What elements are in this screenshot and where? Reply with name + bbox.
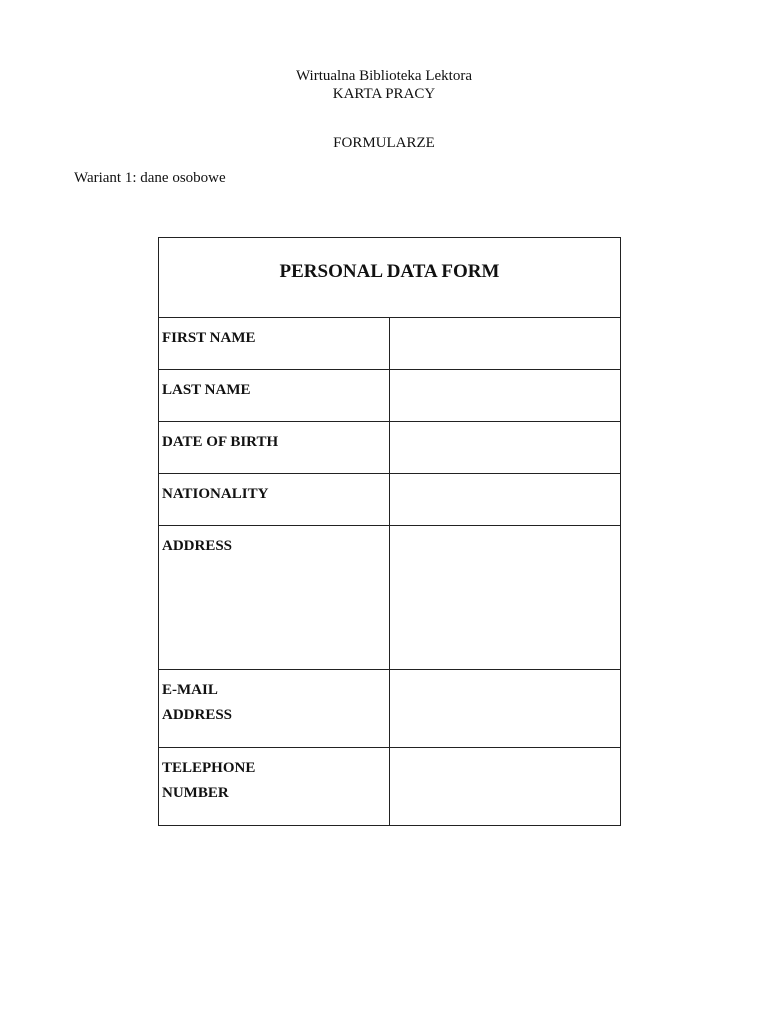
worksheet-title: KARTA PRACY <box>332 86 436 102</box>
telephone-label-line1: TELEPHONE <box>162 760 256 776</box>
telephone-field[interactable] <box>390 748 621 826</box>
address-field[interactable] <box>390 526 621 670</box>
first-name-label <box>159 318 390 370</box>
telephone-label-line2: NUMBER <box>162 785 229 801</box>
last-name-field[interactable] <box>390 370 621 422</box>
date-of-birth-field[interactable] <box>390 422 621 474</box>
form-row-address <box>159 526 621 670</box>
address-label <box>159 526 390 670</box>
address-label-text: ADDRESS <box>162 538 233 554</box>
form-row-email <box>159 670 621 748</box>
date-of-birth-label-text: DATE OF BIRTH <box>162 434 279 450</box>
form-row-last-name <box>159 370 621 422</box>
nationality-label <box>159 474 390 526</box>
nationality-field[interactable] <box>390 474 621 526</box>
last-name-label-text: LAST NAME <box>162 382 251 398</box>
variant-label: Wariant 1: dane osobowe <box>74 170 226 186</box>
section-title: FORMULARZE <box>333 135 435 151</box>
first-name-field[interactable] <box>390 318 621 370</box>
form-row-telephone <box>159 748 621 826</box>
email-field[interactable] <box>390 670 621 748</box>
last-name-label <box>159 370 390 422</box>
first-name-label-text: FIRST NAME <box>162 330 256 346</box>
library-name: Wirtualna Biblioteka Lektora <box>295 68 472 84</box>
telephone-label <box>159 748 390 826</box>
nationality-label-text: NATIONALITY <box>162 486 269 502</box>
personal-data-form <box>158 237 621 826</box>
form-row-first-name <box>159 318 621 370</box>
form-title-row <box>159 238 621 318</box>
form-row-date-of-birth <box>159 422 621 474</box>
date-of-birth-label <box>159 422 390 474</box>
email-label <box>159 670 390 748</box>
email-label-line1: E-MAIL <box>162 682 218 698</box>
email-label-line2: ADDRESS <box>162 707 233 723</box>
form-row-nationality <box>159 474 621 526</box>
form-title: PERSONAL DATA FORM <box>159 238 621 318</box>
